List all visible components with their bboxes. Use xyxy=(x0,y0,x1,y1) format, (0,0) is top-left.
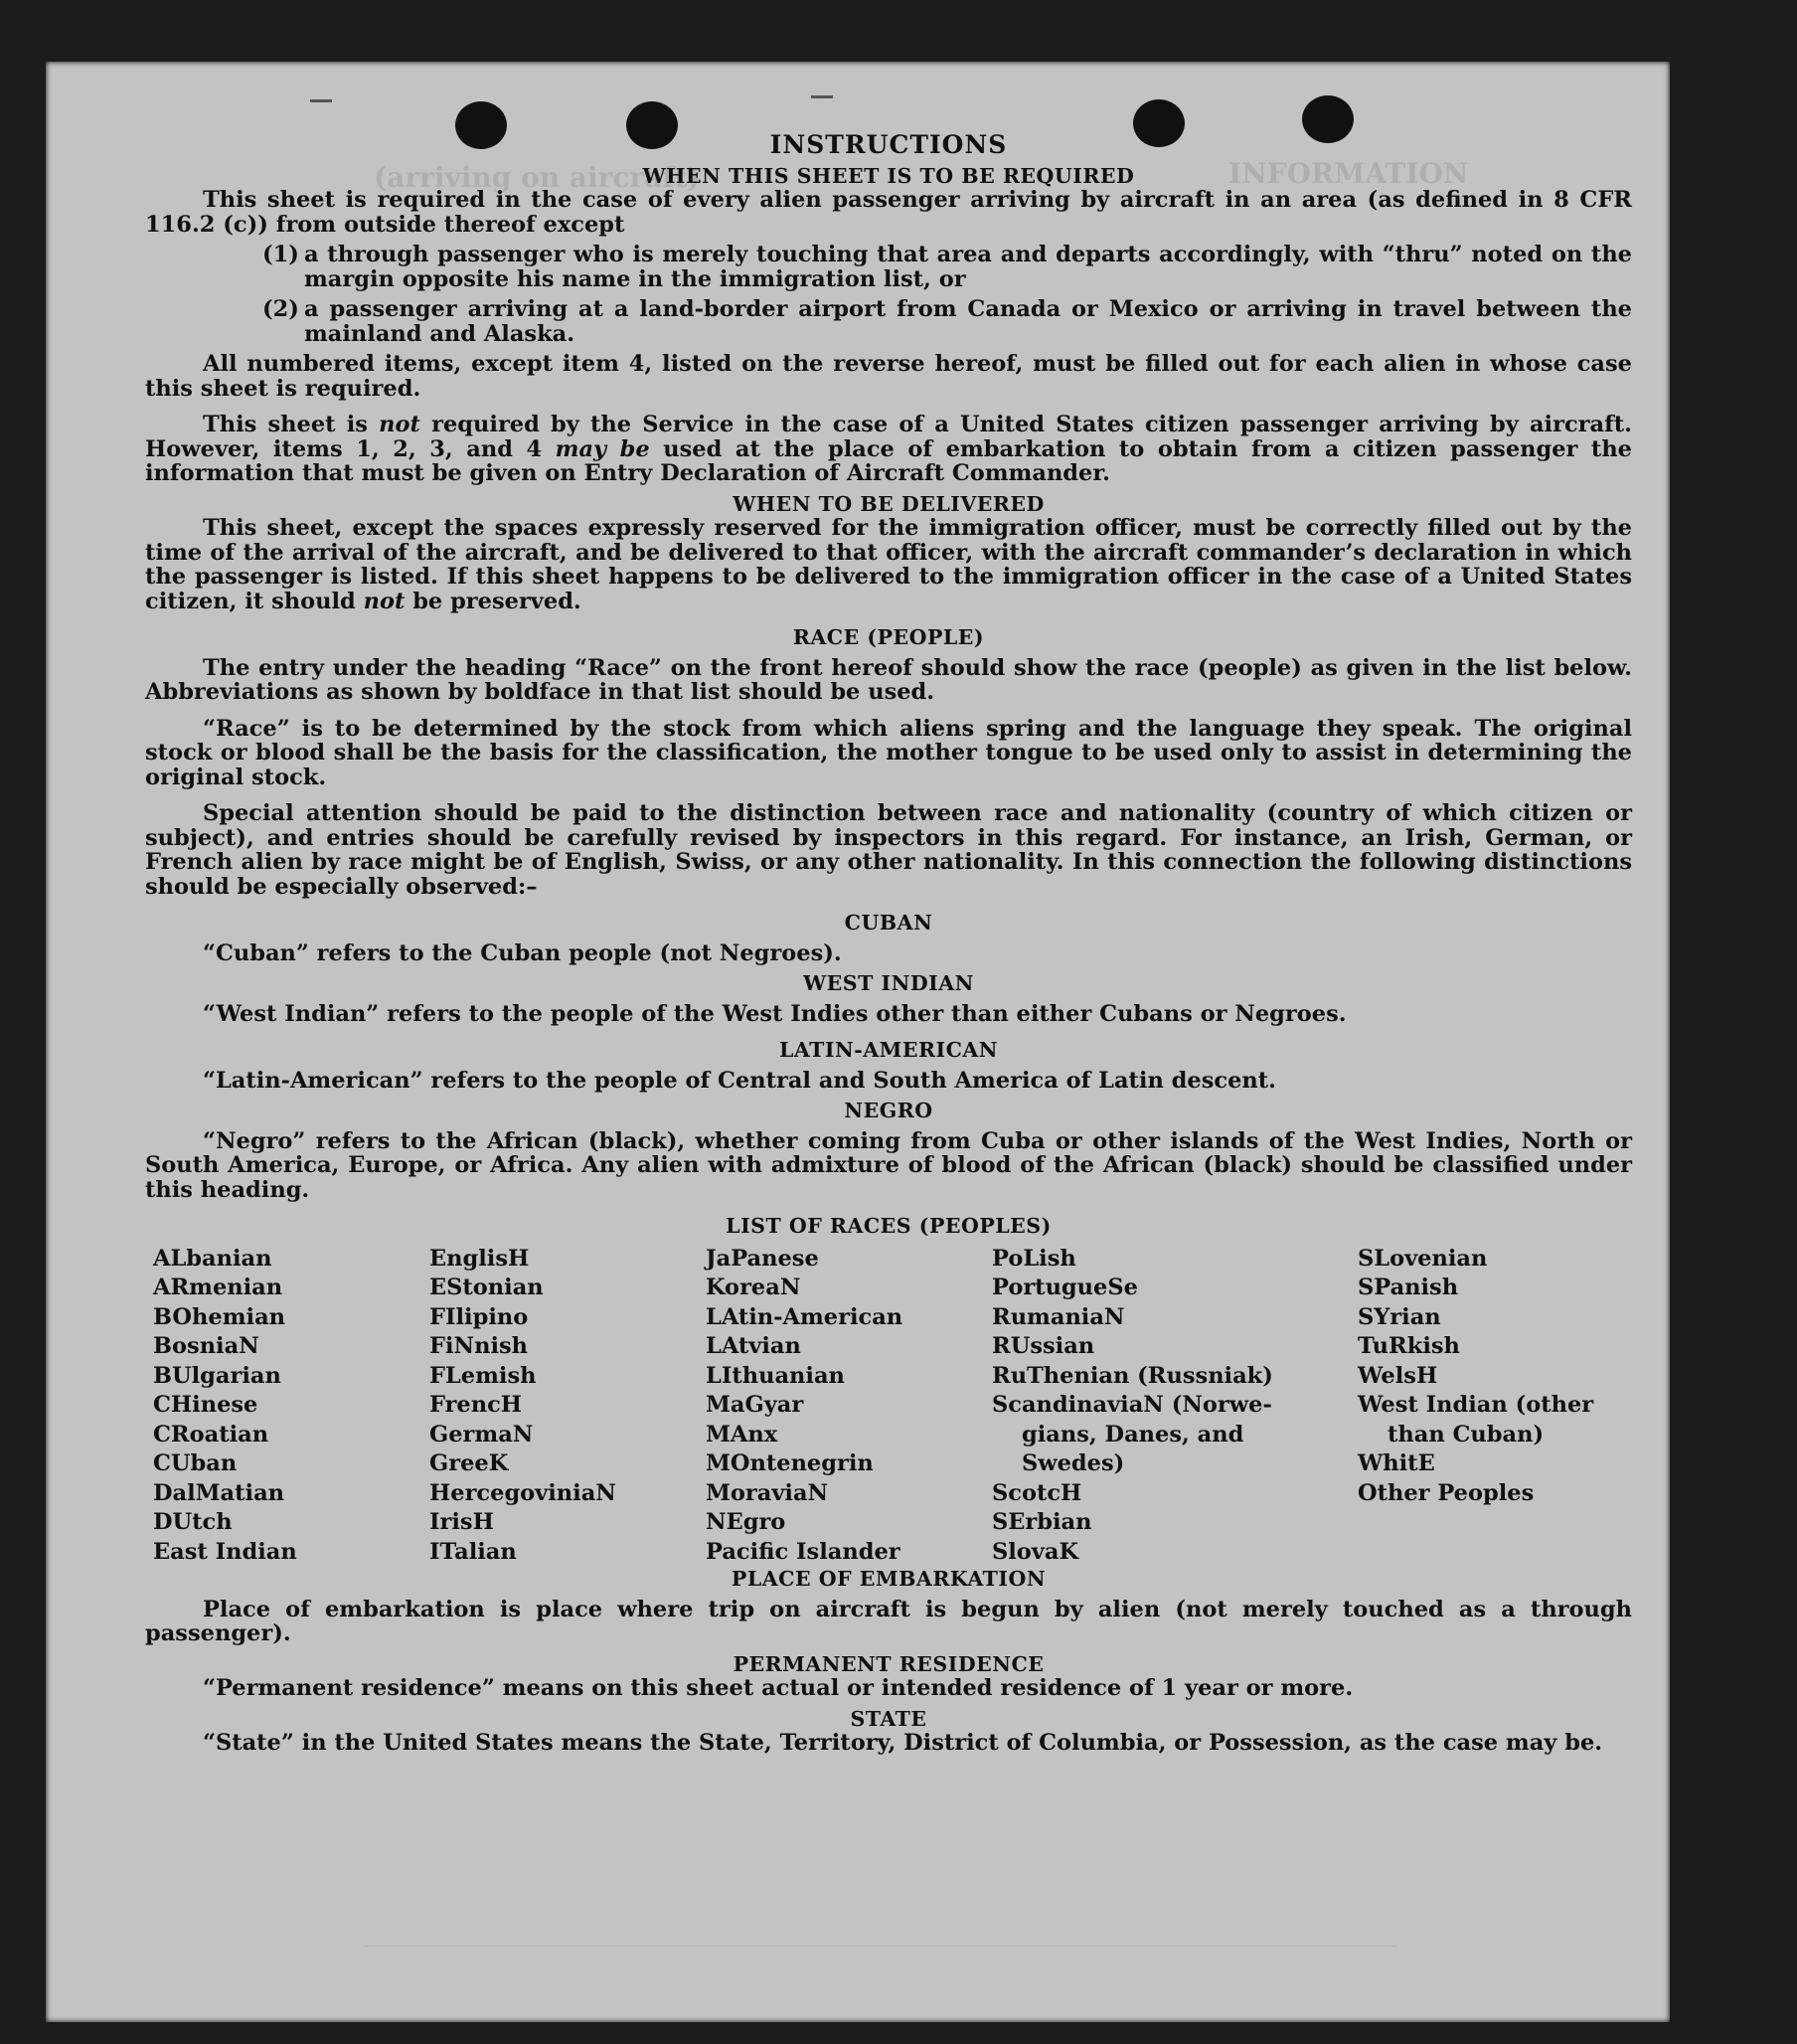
bleed-through-text: INFORMATION xyxy=(1228,157,1469,190)
state-text: “State” in the United States means the State, Territory, District of Columbia, or Possession, as the case may be. xyxy=(203,1730,1603,1756)
registration-tick xyxy=(310,99,332,102)
instructions-body xyxy=(145,130,1632,1756)
race-list-item: West Indian (other xyxy=(1358,1392,1594,1418)
race-list-item: EnglisH xyxy=(429,1245,530,1272)
required-para: All numbered items, except item 4, listed on the reverse hereof, must be filled out for each alien in whose case this sheet is required. xyxy=(145,351,1632,402)
race-list-item: CRoatian xyxy=(153,1421,269,1448)
race-list-item: EStonian xyxy=(429,1275,544,1300)
race-list-item: BUlgarian xyxy=(153,1362,281,1389)
race-list-item: RumaniaN xyxy=(992,1303,1125,1330)
item-number: (1) xyxy=(262,242,299,267)
embarkation-text: Place of embarkation is place where trip on aircraft is begun by alien (not merely touched as a through passenger). xyxy=(145,1596,1632,1646)
race-list-item: ITalian xyxy=(429,1538,517,1565)
section-heading: RACE (PEOPLE) xyxy=(792,625,985,649)
race-list-item: RUssian xyxy=(992,1333,1095,1359)
race-list-item: gians, Danes, and xyxy=(1022,1421,1244,1448)
race-list-item: SYrian xyxy=(1358,1303,1441,1330)
cuban-text: “Cuban” refers to the Cuban people (not Negroes). xyxy=(203,939,842,966)
item-number: (2) xyxy=(262,296,299,322)
race-list-item: FIlipino xyxy=(429,1303,529,1330)
race-list-item: BosniaN xyxy=(153,1333,259,1359)
race-list-item: Pacific Islander xyxy=(706,1538,900,1565)
race-list-item: TuRkish xyxy=(1358,1333,1460,1359)
race-list-item: ALbanian xyxy=(153,1245,272,1272)
negro-text: “Negro” refers to the African (black), whether coming from Cuba or other islands of the West Indies, North or South America, Europe, or Africa. Any alien with admixture of blood of the African (black) should be classified under this heading. xyxy=(145,1127,1632,1203)
footer-rule xyxy=(364,1946,1397,1962)
race-list-item: PortugueSe xyxy=(992,1275,1138,1300)
west-indian-text: “West Indian” refers to the people of the West Indies other than either Cubans or Negroes. xyxy=(203,1000,1347,1027)
race-list-item: GermaN xyxy=(429,1421,534,1448)
registration-tick xyxy=(811,95,833,98)
race-list-item: SPanish xyxy=(1358,1275,1459,1300)
race-list-item: MAnx xyxy=(706,1421,778,1448)
race-list-item: GreeK xyxy=(429,1450,509,1476)
item-text: a through passenger who is merely touching that area and departs accordingly, with “thru” noted on the margin opposite his name in the immigration list, or xyxy=(304,242,1632,292)
race-list-item: FLemish xyxy=(429,1362,537,1389)
race-list-column xyxy=(1358,1245,1616,1568)
citizen-para: This sheet is not required by the Service in the case of a United States citizen passenger arriving by aircraft. However, items 1, 2, 3, and 4 may be used at the place of embarkation to obtain from a citizen passenger the information that must be given on Entry Declaration of Aircraft Commander. xyxy=(145,412,1632,486)
document-sheet xyxy=(46,62,1670,2022)
required-intro: This sheet is required in the case of every alien passenger arriving by aircraft in an area (as defined in 8 CFR 116.2 (c)) from outside thereof except xyxy=(145,187,1632,238)
race-list-item: IrisH xyxy=(429,1509,494,1535)
exception-item xyxy=(262,297,1632,346)
race-list-item: CHinese xyxy=(153,1392,258,1418)
race-list-item: WelsH xyxy=(1358,1362,1438,1389)
section-heading: WHEN TO BE DELIVERED xyxy=(733,491,1045,516)
section-heading: WHEN THIS SHEET IS TO BE REQUIRED xyxy=(642,163,1135,188)
race-list-column xyxy=(706,1245,992,1568)
race-list-item: RuThenian (Russniak) xyxy=(992,1362,1273,1389)
race-list-item: ScotcH xyxy=(992,1479,1082,1506)
race-para: The entry under the heading “Race” on the front hereof should show the race (people) as given in the list below. Abbreviations as shown by boldface in that list should be used. xyxy=(145,654,1632,705)
race-list-item: LAtin-American xyxy=(706,1303,903,1330)
race-list-item: WhitE xyxy=(1358,1450,1435,1476)
race-list-item: NEgro xyxy=(706,1509,786,1535)
race-list-item: SErbian xyxy=(992,1509,1092,1535)
item-text: a passenger arriving at a land-border airport from Canada or Mexico or arriving in travel between the mainland and Alaska. xyxy=(304,296,1632,347)
race-list-item: ScandinaviaN (Norwe- xyxy=(992,1392,1272,1418)
section-heading: LATIN-AMERICAN xyxy=(778,1038,999,1062)
race-list-item: MaGyar xyxy=(706,1392,804,1418)
race-list-item: DalMatian xyxy=(153,1479,285,1506)
section-heading: WEST INDIAN xyxy=(803,971,974,995)
race-list-item: LAtvian xyxy=(706,1333,801,1359)
race-list-item: BOhemian xyxy=(153,1303,286,1330)
race-list-column xyxy=(153,1245,429,1568)
race-list-item: SlovaK xyxy=(992,1538,1079,1565)
race-list-item: FrencH xyxy=(429,1392,523,1418)
section-heading: PERMANENT RESIDENCE xyxy=(733,1651,1045,1676)
race-list-item: DUtch xyxy=(153,1509,233,1535)
race-list-item: FiNnish xyxy=(429,1333,529,1359)
race-list-item: KoreaN xyxy=(706,1275,801,1300)
section-heading: NEGRO xyxy=(844,1099,933,1122)
page-title: INSTRUCTIONS xyxy=(769,130,1008,159)
race-list xyxy=(153,1245,1632,1568)
residence-text: “Permanent residence” means on this sheet actual or intended residence of 1 year or more. xyxy=(203,1675,1354,1701)
race-list-item: JaPanese xyxy=(706,1245,819,1272)
race-list-item: East Indian xyxy=(153,1538,297,1565)
bleed-through-text: (arriving on aircraft) xyxy=(374,161,701,194)
race-list-item: MoraviaN xyxy=(706,1479,829,1506)
section-heading: LIST OF RACES (PEOPLES) xyxy=(726,1214,1052,1238)
race-list-item: Other Peoples xyxy=(1358,1479,1535,1506)
delivered-para: This sheet, except the spaces expressly reserved for the immigration officer, must be correctly filled out by the time of the arrival of the aircraft, and be delivered to that officer, with the aircraft commander’s declaration in which the passenger is listed. If this sheet happens to be delivered to the immigration officer in the case of a United States citizen, it should not be preserved. xyxy=(145,515,1632,614)
race-list-item: than Cuban) xyxy=(1388,1421,1545,1448)
race-list-item: MOntenegrin xyxy=(706,1450,874,1476)
race-list-item: PoLish xyxy=(992,1245,1076,1272)
race-list-item: LIthuanian xyxy=(706,1362,845,1389)
race-list-column xyxy=(992,1245,1358,1568)
race-list-item: Swedes) xyxy=(1022,1450,1125,1476)
race-list-column xyxy=(429,1245,706,1568)
race-list-item: SLovenian xyxy=(1358,1245,1488,1272)
race-para: Special attention should be paid to the distinction between race and nationality (country of which citizen or subject), and entries should be carefully revised by inspectors in this regard. For instance, an Irish, German, or French alien by race might be of English, Swiss, or any other nationality. In this connection the following distinctions should be especially observed:– xyxy=(145,800,1632,900)
latin-american-text: “Latin-American” refers to the people of Central and South America of Latin descent. xyxy=(203,1067,1276,1094)
race-list-item: ARmenian xyxy=(153,1275,283,1300)
section-heading: STATE xyxy=(850,1706,927,1731)
race-list-item: HercegoviniaN xyxy=(429,1479,616,1506)
race-list-item: CUban xyxy=(153,1450,238,1476)
exception-item xyxy=(262,243,1632,291)
section-heading: PLACE OF EMBARKATION xyxy=(731,1567,1047,1591)
race-para: “Race” is to be determined by the stock from which aliens spring and the language they speak. The original stock or blood shall be the basis for the classification, the mother tongue to be used only to assist in determining the original stock. xyxy=(145,715,1632,790)
section-heading: CUBAN xyxy=(844,911,933,935)
